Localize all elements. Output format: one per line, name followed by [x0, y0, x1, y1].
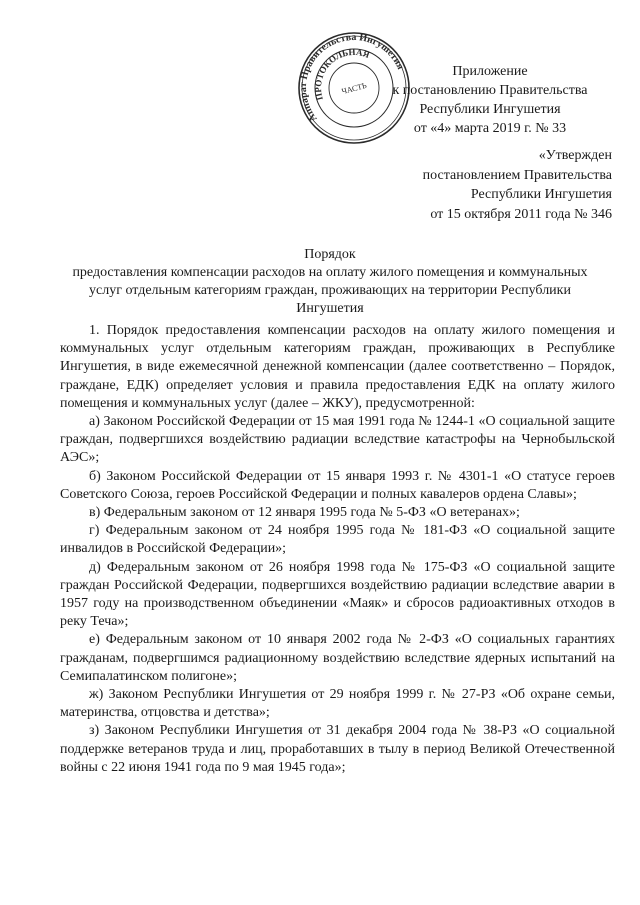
- appendix-line-3: Республики Ингушетия: [419, 102, 561, 117]
- approval-line-2: постановлением Правительства: [422, 167, 612, 183]
- paragraph-1: 1. Порядок предоставления компенсации расходов на оплату жилого помещения и коммунальных услуг отдельным категориям граждан, проживающих в Республике Ингушетия, в виде ежемесячной денежной компенсации (далее соответственно – Порядок, граждане, ЕДК) определяет условия и правила предоставления ЕДК на оплату жилого помещения и коммунальных услуг (далее – ЖКУ), предусмотренной:: [60, 323, 615, 411]
- document-title: Порядок: [304, 247, 356, 262]
- document-title-block: [60, 246, 600, 318]
- appendix-line-4: от «4» марта 2019 г. № 33: [413, 121, 567, 136]
- list-item-e: е) Федеральным законом от 10 января 2002 года № 2-ФЗ «О социальных гарантиях гражданам, подвергшимся радиационному воздействию вследствие ядерных испытаний на Семипалатинском полигоне»;: [60, 632, 615, 684]
- list-item-g: г) Федеральным законом от 24 ноября 1995 года № 181-ФЗ «О социальной защите инвалидов в Российской Федерации»;: [60, 523, 615, 557]
- seal-center-text: ЧАСТЬ: [340, 80, 368, 97]
- list-item-z: з) Законом Республики Ингушетия от 31 декабря 2004 года № 38-РЗ «О социальной поддержке ветеранов труда и лиц, проработавших в тылу в период Великой Отечественной войны с 22 июня 1941 года по 9 мая 1945 года»;: [60, 723, 615, 775]
- list-item-zh: ж) Законом Республики Ингушетия от 29 ноября 1999 г. № 27-РЗ «Об охране семьи, материнства, отцовства и детства»;: [60, 687, 615, 721]
- appendix-line-2: к постановлению Правительства: [392, 83, 588, 98]
- approval-line-3: Республики Ингушетия: [470, 187, 612, 202]
- document-body: [60, 322, 615, 777]
- appendix-header: [390, 62, 590, 138]
- list-item-a: а) Законом Российской Федерации от 15 мая 1991 года № 1244-1 «О социальной защите граждан, подвергшихся воздействию радиации вследствие катастрофы на Чернобыльской АЭС»;: [60, 414, 615, 466]
- list-item-d: д) Федеральным законом от 26 ноября 1998 года № 175-ФЗ «О социальной защите граждан Российской Федерации, подвергшихся воздействию радиации вследствие аварии в 1957 году на производственном объединении «Маяк» и сбросов радиоактивных отходов в реку Теча»;: [60, 559, 615, 630]
- seal-outer-text: Аппарат Правительства Ингушетия: [297, 31, 406, 124]
- appendix-line-1: Приложение: [452, 64, 528, 79]
- seal-middle-text: ПРОТОКОЛЬНАЯ: [312, 46, 372, 102]
- approval-block: [352, 146, 612, 224]
- approval-line-1: «Утвержден: [538, 148, 612, 163]
- approval-line-4: от 15 октября 2011 года № 346: [430, 206, 612, 222]
- list-item-v: в) Федеральным законом от 12 января 1995 года № 5-ФЗ «О ветеранах»;: [89, 505, 520, 521]
- list-item-b: б) Законом Российской Федерации от 15 января 1993 г. № 4301-1 «О статусе героев Советского Союза, героев Российской Федерации и полных кавалеров ордена Славы»;: [60, 468, 615, 502]
- document-subtitle: предоставления компенсации расходов на оплату жилого помещения и коммунальных услуг отдельным категориям граждан, проживающих на территории Республики Ингушетия: [72, 265, 588, 316]
